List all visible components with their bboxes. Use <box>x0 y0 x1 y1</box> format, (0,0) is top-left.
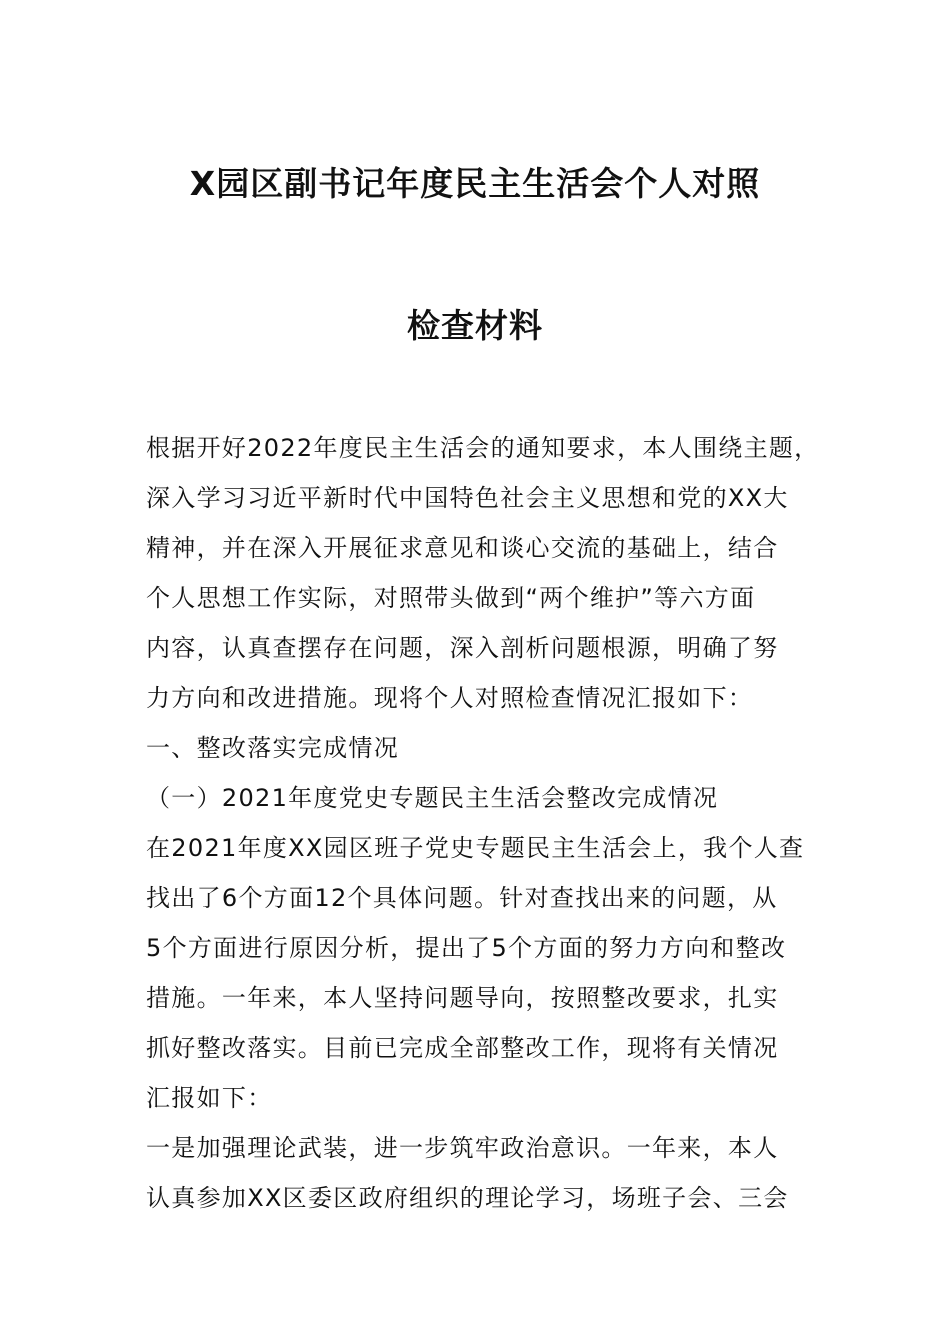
document-title-line-1: X园区副书记年度民主生活会个人对照 <box>189 164 761 203</box>
body-line: 内容，认真查摆存在问题，深入剖析问题根源，明确了努 <box>146 634 779 662</box>
body-line: 认真参加XX区委区政府组织的理论学习，场班子会、三会 <box>146 1184 789 1212</box>
body-line: 在2021年度XX园区班子党史专题民主生活会上，我个人查 <box>146 834 805 862</box>
body-line: 精神，并在深入开展征求意见和谈心交流的基础上，结合 <box>146 534 779 562</box>
body-line: 措施。一年来，本人坚持问题导向，按照整改要求，扎实 <box>146 984 779 1012</box>
body-line: 深入学习习近平新时代中国特色社会主义思想和党的XX大 <box>146 484 789 512</box>
document-title-line-2: 检查材料 <box>407 306 543 345</box>
document-body <box>146 428 826 1228</box>
body-line: 找出了6个方面12个具体问题。针对查找出来的问题，从 <box>146 884 778 912</box>
body-line: 汇报如下： <box>146 1084 273 1112</box>
body-line: 个人思想工作实际，对照带头做到“两个维护”等六方面 <box>146 584 756 612</box>
section-heading: 一、整改落实完成情况 <box>146 734 399 762</box>
body-line: 抓好整改落实。目前已完成全部整改工作，现将有关情况 <box>146 1034 779 1062</box>
subsection-heading: （一）2021年度党史专题民主生活会整改完成情况 <box>146 784 719 812</box>
body-line: 力方向和改进措施。现将个人对照检查情况汇报如下： <box>146 684 754 712</box>
body-line: 5个方面进行原因分析，提出了5个方面的努力方向和整改 <box>146 934 787 962</box>
body-line: 一是加强理论武装，进一步筑牢政治意识。一年来，本人 <box>146 1134 779 1162</box>
body-line: 根据开好2022年度民主生活会的通知要求，本人围绕主题， <box>146 434 820 462</box>
